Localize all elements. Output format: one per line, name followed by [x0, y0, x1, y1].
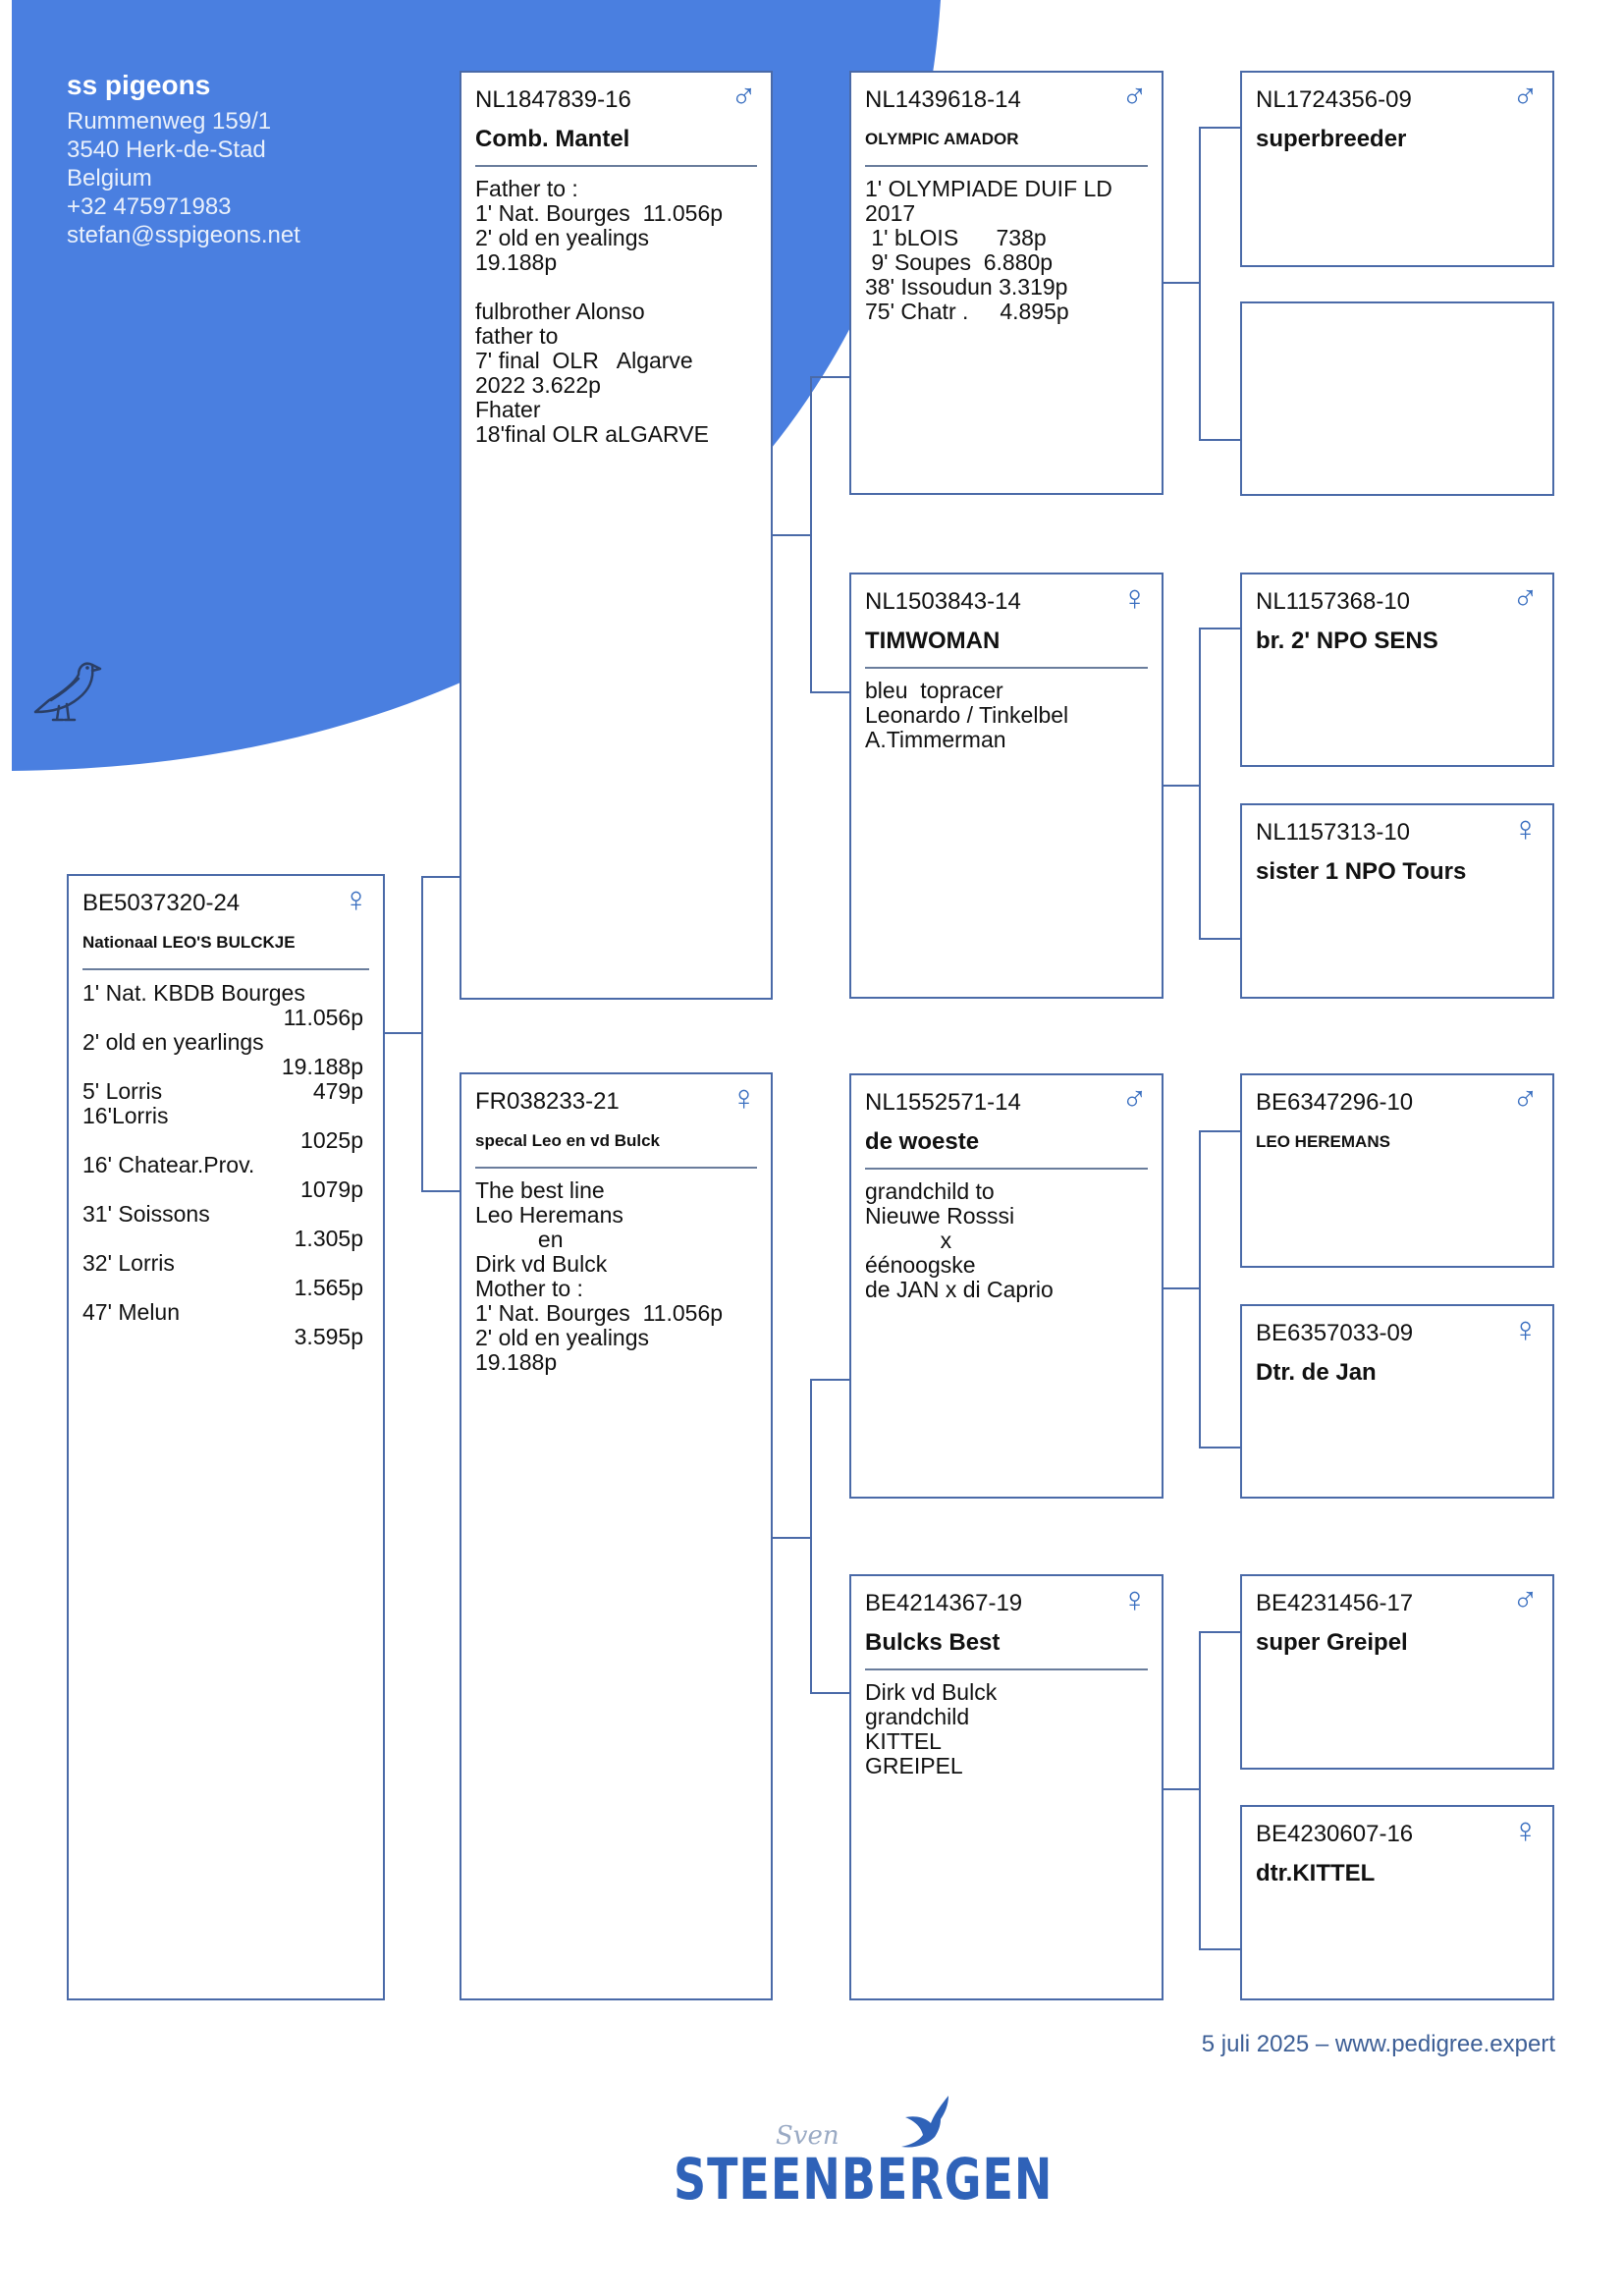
result-row: 11.056p: [283, 1005, 363, 1030]
ring-number: NL1157313-10: [1256, 819, 1411, 846]
ring-number: NL1552571-14: [865, 1089, 1021, 1116]
pigeon-name: Nationaal LEO'S BULCKJE: [82, 933, 296, 952]
ring-number: BE4214367-19: [865, 1590, 1023, 1616]
pigeon-name: superbreeder: [1256, 126, 1407, 152]
breeder-country: Belgium: [67, 165, 152, 191]
paternal-grandmother-card: [849, 573, 1164, 999]
pigeon-notes: Dirk vd Bulck grandchild KITTEL GREIPEL: [865, 1679, 998, 1778]
ggp-card-fmm: [1240, 803, 1554, 999]
ring-number: BE5037320-24: [82, 890, 241, 916]
divider: [865, 165, 1148, 167]
result-row: 5' Lorris 479p: [82, 1078, 363, 1104]
venus-icon: ♀: [1512, 1309, 1539, 1349]
mars-icon: ♂: [731, 76, 757, 116]
divider: [865, 667, 1148, 669]
pigeon-notes: Father to : 1' Nat. Bourges 11.056p 2' old en yealings 19.188p fulbrother Alonso father to 7' final OLR Algarve 2022 3.622p Fhater 18'final OLR aLGARVE: [475, 176, 724, 447]
ring-number: NL1503843-14: [865, 588, 1021, 615]
mars-icon: ♂: [1512, 76, 1539, 116]
pigeon-name: OLYMPIC AMADOR: [865, 130, 1019, 148]
ring-number: BE4231456-17: [1256, 1590, 1414, 1616]
ring-number: BE6357033-09: [1256, 1320, 1414, 1346]
ring-number: NL1157368-10: [1256, 588, 1411, 615]
ggp-card-mfm: [1240, 1304, 1554, 1499]
logo-script-text: Sven: [776, 2121, 839, 2151]
pigeon-name: Dtr. de Jan: [1256, 1359, 1377, 1386]
result-row: 2' old en yearlings: [82, 1029, 264, 1055]
mars-icon: ♂: [1512, 1579, 1539, 1619]
ring-number: BE6347296-10: [1256, 1089, 1414, 1116]
sponsor-logo: [668, 2092, 1054, 2244]
mother-card: [460, 1072, 773, 2000]
ring-number: BE4230607-16: [1256, 1821, 1414, 1847]
pigeon-name: Bulcks Best: [865, 1629, 1001, 1656]
result-row: 3.595p: [294, 1324, 363, 1349]
divider: [865, 1168, 1148, 1170]
divider: [82, 968, 369, 970]
maternal-grandfather-card: [849, 1073, 1164, 1499]
venus-icon: ♀: [731, 1077, 757, 1118]
pigeon-name: super Greipel: [1256, 1629, 1408, 1656]
footer-date-site: 5 juli 2025 – www.pedigree.expert: [1201, 2031, 1555, 2057]
results-list: [82, 980, 363, 1348]
result-row: 1079p: [300, 1176, 363, 1202]
ring-number: NL1724356-09: [1256, 86, 1412, 113]
pigeon-notes: bleu topracer Leonardo / Tinkelbel A.Timmerman: [865, 678, 1069, 752]
breeder-email: stefan@sspigeons.net: [67, 222, 300, 248]
pigeon-name: de woeste: [865, 1128, 980, 1155]
maternal-grandmother-card: [849, 1574, 1164, 2000]
result-row: 31' Soissons: [82, 1201, 210, 1227]
pigeon-notes: grandchild to Nieuwe Rosssi x éénoogske de JAN x di Caprio: [865, 1178, 1054, 1302]
ring-number: NL1847839-16: [475, 86, 631, 113]
result-row: 16'Lorris: [82, 1103, 169, 1128]
ggp-card-mmm: [1240, 1805, 1554, 2000]
mars-icon: ♂: [1121, 76, 1148, 116]
venus-icon: ♀: [1121, 1579, 1148, 1619]
venus-icon: ♀: [1512, 808, 1539, 848]
ggp-card-fff: [1240, 71, 1554, 267]
result-row: 47' Melun: [82, 1299, 181, 1325]
pigeon-notes: 1' OLYMPIADE DUIF LD 2017 1' bLOIS 738p 9' Soupes 6.880p 38' Issoudun 3.319p 75' Chatr . 4.895p: [865, 176, 1112, 324]
ggp-card-ffm: [1240, 301, 1554, 496]
mars-icon: ♂: [1121, 1078, 1148, 1119]
mars-icon: ♂: [1512, 577, 1539, 618]
result-row: 16' Chatear.Prov.: [82, 1152, 255, 1177]
divider: [475, 1167, 757, 1169]
breeder-name: ss pigeons: [67, 70, 211, 100]
ggp-card-fmf: [1240, 573, 1554, 767]
breeder-address: Rummenweg 159/1: [67, 108, 272, 135]
breeder-city: 3540 Herk-de-Stad: [67, 137, 266, 163]
pigeon-name: LEO HEREMANS: [1256, 1132, 1390, 1151]
divider: [475, 165, 757, 167]
pigeon-name: dtr.KITTEL: [1256, 1860, 1376, 1886]
pigeon-name: specal Leo en vd Bulck: [475, 1131, 661, 1150]
venus-icon: ♀: [343, 879, 369, 919]
mars-icon: ♂: [1512, 1078, 1539, 1119]
paternal-grandfather-card: [849, 71, 1164, 495]
pigeon-name: TIMWOMAN: [865, 628, 1001, 654]
venus-icon: ♀: [1121, 577, 1148, 618]
result-row: 1.305p: [294, 1226, 363, 1251]
ggp-card-mff: [1240, 1073, 1554, 1268]
logo-wordmark: STEENBERGEN: [674, 2146, 1054, 2213]
pigeon-name: Comb. Mantel: [475, 126, 630, 152]
bird-silhouette-icon: [892, 2092, 960, 2160]
pigeon-notes: The best line Leo Heremans en Dirk vd Bulck Mother to : 1' Nat. Bourges 11.056p 2' old en yealings 19.188p: [475, 1177, 724, 1375]
subject-card: [67, 874, 385, 2000]
result-row: 1.565p: [294, 1275, 363, 1300]
venus-icon: ♀: [1512, 1810, 1539, 1850]
pigeon-name: br. 2' NPO SENS: [1256, 628, 1438, 654]
result-row: 1' Nat. KBDB Bourges: [82, 980, 305, 1006]
father-card: [460, 71, 773, 1000]
ring-number: NL1439618-14: [865, 86, 1021, 113]
result-row: 1025p: [300, 1127, 363, 1153]
result-row: 32' Lorris: [82, 1250, 175, 1276]
breeder-phone: +32 475971983: [67, 193, 232, 220]
ring-number: FR038233-21: [475, 1088, 620, 1115]
divider: [865, 1668, 1148, 1670]
ggp-card-mmf: [1240, 1574, 1554, 1770]
pigeon-name: sister 1 NPO Tours: [1256, 858, 1467, 885]
result-row: 19.188p: [281, 1054, 363, 1079]
